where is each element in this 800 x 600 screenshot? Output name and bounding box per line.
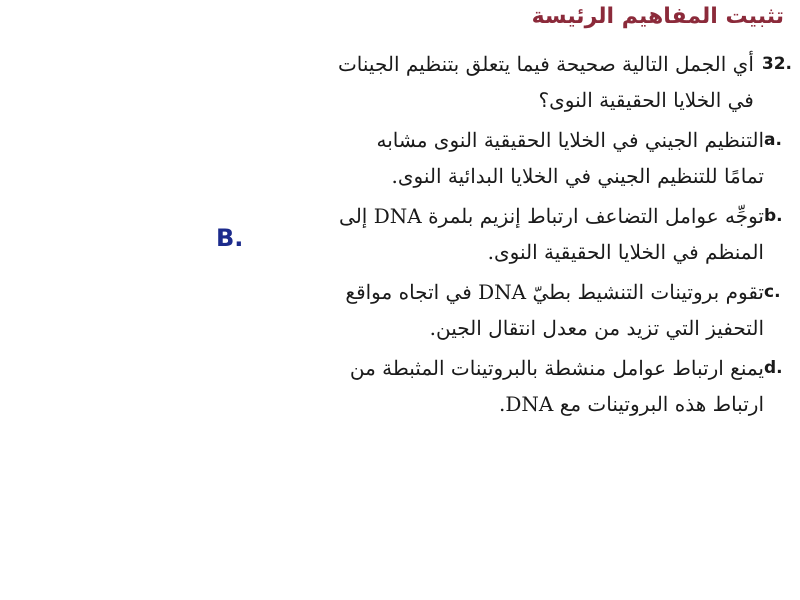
option-d <box>332 350 792 422</box>
question-block <box>332 46 792 422</box>
question-stem <box>332 46 792 118</box>
option-b <box>332 198 792 270</box>
option-c <box>332 274 792 346</box>
question-number: 32. <box>761 54 792 74</box>
option-letter: c. <box>764 282 781 302</box>
option-letter: d. <box>764 358 783 378</box>
option-a <box>332 122 792 194</box>
option-letter: a. <box>764 130 782 150</box>
answer-label: B. <box>216 224 244 252</box>
options-list <box>332 122 792 422</box>
option-letter: b. <box>764 206 783 226</box>
question-text: أي الجمل التالية صحيحة فيما يتعلق بتنظيم الجينات في الخلايا الحقيقية النوى؟ <box>337 52 754 112</box>
option-text: يمنع ارتباط عوامل منشطة بالبروتينات المثبطة من ارتباط هذه البروتينات مع DNA. <box>349 356 764 416</box>
option-text: تقوم بروتينات التنشيط بطيّ DNA في اتجاه مواقع التحفيز التي تزيد من معدل انتقال الجين. <box>345 280 764 340</box>
option-text: توجِّه عوامل التضاعف ارتباط إنزيم بلمرة DNA إلى المنظم في الخلايا الحقيقية النوى. <box>339 204 764 264</box>
section-heading: تثبيت المفاهيم الرئيسة <box>531 4 784 29</box>
option-text: التنظيم الجيني في الخلايا الحقيقية النوى مشابه تمامًا للتنظيم الجيني في الخلايا البدائية النوى. <box>376 128 764 188</box>
